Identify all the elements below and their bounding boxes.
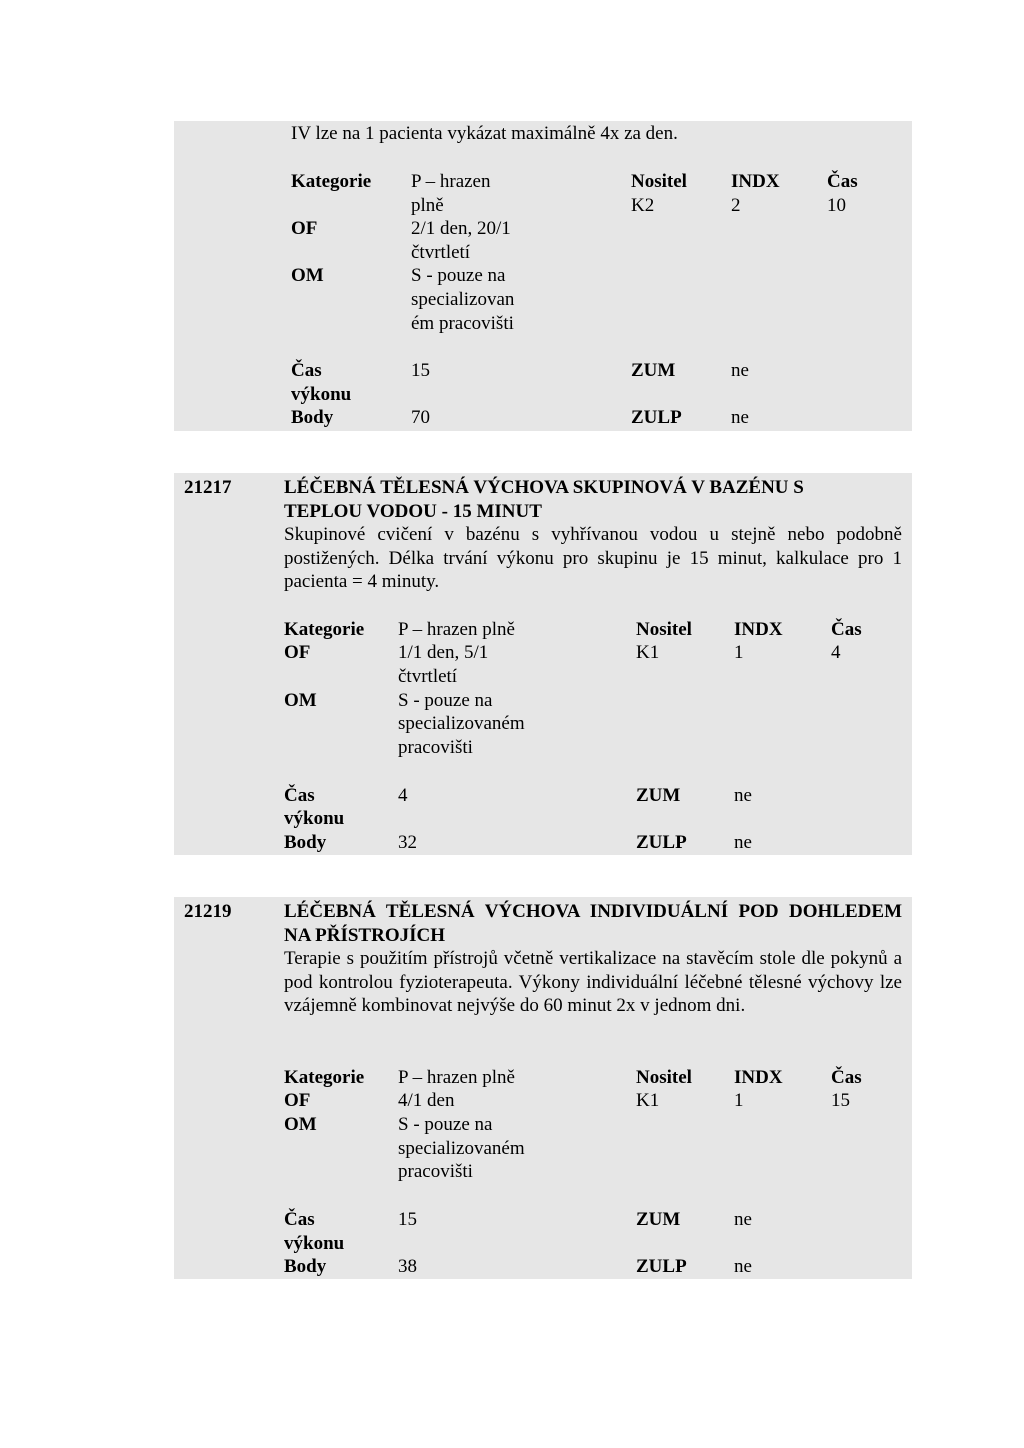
label-nositel: Nositel [636,619,692,640]
value-om: S - pouze na [398,690,493,711]
value-of: 1/1 den, 5/1 [398,642,489,663]
value-kategorie: P – hrazen [411,171,491,192]
label-of: OF [284,1090,311,1111]
value-nositel: K1 [636,1090,660,1111]
label-cas-vykonu: výkonu [284,808,345,829]
label-cas: Čas [831,619,862,640]
value-kategorie: plně [411,195,444,216]
value-indx: 2 [731,195,741,216]
value-om: S - pouze na [411,265,506,286]
label-cas-vykonu: Čas [291,360,322,381]
value-zulp: ne [731,407,749,428]
label-nositel: Nositel [631,171,687,192]
value-body: 32 [398,832,417,853]
label-of: OF [284,642,311,663]
label-om: OM [291,265,324,286]
intro-text: IV lze na 1 pacienta vykázat maximálně 4x za den. [291,123,678,144]
value-zum: ne [731,360,749,381]
label-cas-vykonu: Čas [284,1209,315,1230]
label-cas: Čas [827,171,858,192]
label-zum: ZUM [636,785,681,806]
value-cas: 10 [827,195,846,216]
procedure-code: 21219 [184,901,232,922]
label-of: OF [291,218,318,239]
label-om: OM [284,1114,317,1135]
value-cas-vykonu: 15 [411,360,430,381]
value-of: čtvrtletí [398,666,458,687]
value-nositel: K2 [631,195,655,216]
label-om: OM [284,690,317,711]
value-om: specializovan [411,289,515,310]
value-cas: 4 [831,642,841,663]
value-cas: 15 [831,1090,850,1111]
label-indx: INDX [731,171,780,192]
value-kategorie: P – hrazen plně [398,619,515,640]
label-zum: ZUM [631,360,676,381]
label-cas-vykonu: výkonu [291,384,352,405]
value-zum: ne [734,785,752,806]
value-zulp: ne [734,832,752,853]
label-zulp: ZULP [636,1256,687,1277]
value-om: ém pracovišti [411,313,514,334]
procedure-description: Terapie s použitím přístrojů včetně vertikalizace na stavěcím stole dle pokynů a pod kontrolou fyzioterapeuta. Výkony individuální léčebné tělesné výchovy lze vzájemně kombinovat nejvýše do 60 minut 2x v jednom dni. [284,948,902,1016]
label-zulp: ZULP [636,832,687,853]
label-zulp: ZULP [631,407,682,428]
procedure-title: LÉČEBNÁ TĚLESNÁ VÝCHOVA INDIVIDUÁLNÍ POD DOHLEDEM NA PŘÍSTROJÍCH [284,901,902,946]
label-body: Body [284,832,327,853]
value-zum: ne [734,1209,752,1230]
label-indx: INDX [734,1067,783,1088]
value-of: 2/1 den, 20/1 [411,218,511,239]
label-body: Body [284,1256,327,1277]
label-indx: INDX [734,619,783,640]
procedure-block-continued [174,121,912,431]
value-of: 4/1 den [398,1090,455,1111]
value-om: specializovaném [398,1138,525,1159]
value-om: specializovaném [398,713,525,734]
value-of: čtvrtletí [411,242,471,263]
label-cas-vykonu: výkonu [284,1233,345,1254]
value-indx: 1 [734,1090,744,1111]
value-body: 38 [398,1256,417,1277]
value-indx: 1 [734,642,744,663]
value-om: pracovišti [398,1161,473,1182]
value-zulp: ne [734,1256,752,1277]
procedure-title: TEPLOU VODOU - 15 MINUT [284,501,542,522]
procedure-description: Skupinové cvičení v bazénu s vyhřívanou vodou u stejně nebo podobně postižených. Délka trvání výkonu pro skupinu je 15 minut, kalkulace pro 1 pacienta = 4 minuty. [284,524,902,592]
procedure-title: LÉČEBNÁ TĚLESNÁ VÝCHOVA SKUPINOVÁ V BAZÉNU S [284,477,804,498]
label-kategorie: Kategorie [284,1067,365,1088]
label-kategorie: Kategorie [291,171,372,192]
value-nositel: K1 [636,642,660,663]
label-cas-vykonu: Čas [284,785,315,806]
label-nositel: Nositel [636,1067,692,1088]
procedure-code: 21217 [184,477,232,498]
value-om: pracovišti [398,737,473,758]
label-body: Body [291,407,334,428]
value-om: S - pouze na [398,1114,493,1135]
label-kategorie: Kategorie [284,619,365,640]
value-cas-vykonu: 4 [398,785,408,806]
label-zum: ZUM [636,1209,681,1230]
value-kategorie: P – hrazen plně [398,1067,515,1088]
label-cas: Čas [831,1067,862,1088]
value-body: 70 [411,407,430,428]
value-cas-vykonu: 15 [398,1209,417,1230]
